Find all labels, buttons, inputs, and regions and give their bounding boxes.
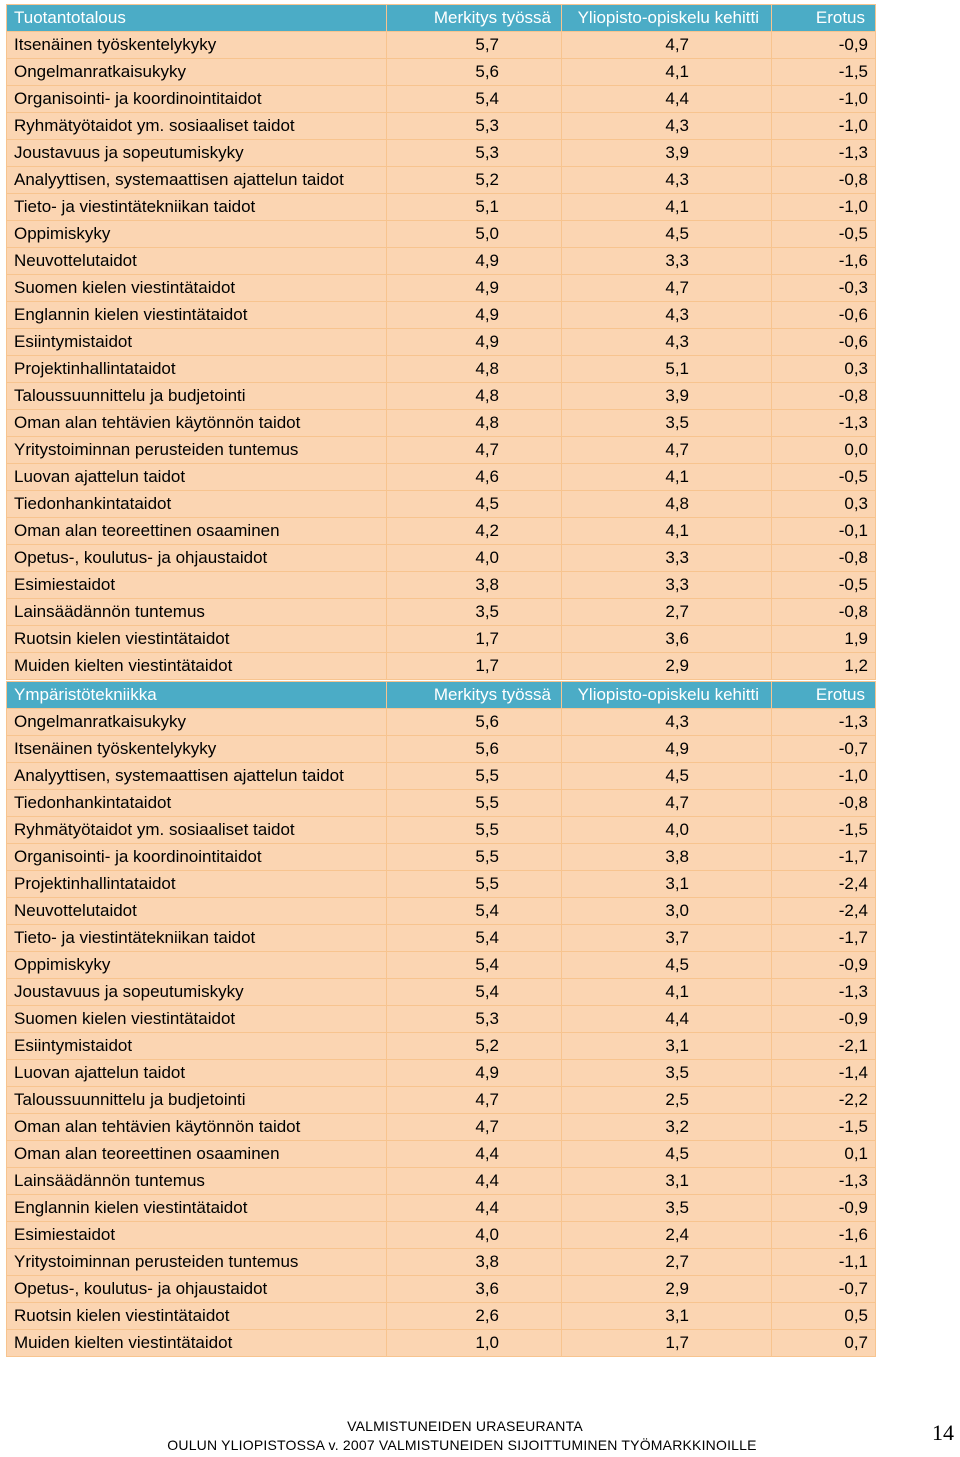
table-row xyxy=(7,356,876,383)
table-row xyxy=(7,1114,876,1141)
footer-title: VALMISTUNEIDEN URASEURANTA xyxy=(347,1418,583,1434)
skill-name-cell: Neuvottelutaidot xyxy=(7,898,387,925)
importance-cell: 5,7 xyxy=(387,32,562,59)
table-row xyxy=(7,1222,876,1249)
skill-name-cell: Esiintymistaidot xyxy=(7,1033,387,1060)
developed-cell: 4,5 xyxy=(562,952,772,979)
table-row xyxy=(7,1060,876,1087)
skill-name-cell: Englannin kielen viestintätaidot xyxy=(7,302,387,329)
skill-name-cell: Esimiestaidot xyxy=(7,1222,387,1249)
developed-cell: 4,4 xyxy=(562,1006,772,1033)
skill-name-cell: Projektinhallintataidot xyxy=(7,356,387,383)
importance-cell: 1,7 xyxy=(387,626,562,653)
skill-name-cell: Taloussuunnittelu ja budjetointi xyxy=(7,383,387,410)
importance-cell: 5,4 xyxy=(387,86,562,113)
difference-cell: -0,9 xyxy=(772,952,876,979)
developed-cell: 3,6 xyxy=(562,626,772,653)
importance-cell: 5,3 xyxy=(387,140,562,167)
skill-name-cell: Esimiestaidot xyxy=(7,572,387,599)
developed-cell: 3,2 xyxy=(562,1114,772,1141)
difference-cell: -2,1 xyxy=(772,1033,876,1060)
column-header-developed: Yliopisto-opiskelu kehitti xyxy=(562,682,772,709)
importance-cell: 5,1 xyxy=(387,194,562,221)
table-row xyxy=(7,545,876,572)
developed-cell: 4,7 xyxy=(562,275,772,302)
skill-name-cell: Tieto- ja viestintätekniikan taidot xyxy=(7,194,387,221)
table-row xyxy=(7,1276,876,1303)
importance-cell: 5,5 xyxy=(387,763,562,790)
difference-cell: -0,8 xyxy=(772,383,876,410)
importance-cell: 1,7 xyxy=(387,653,562,680)
difference-cell: -1,3 xyxy=(772,140,876,167)
skill-name-cell: Opetus-, koulutus- ja ohjaustaidot xyxy=(7,545,387,572)
column-header-difference: Erotus xyxy=(772,682,876,709)
table-row xyxy=(7,194,876,221)
skill-name-cell: Organisointi- ja koordinointitaidot xyxy=(7,86,387,113)
column-header-developed: Yliopisto-opiskelu kehitti xyxy=(562,5,772,32)
skill-name-cell: Ruotsin kielen viestintätaidot xyxy=(7,626,387,653)
column-header-field: Tuotantotalous xyxy=(7,5,387,32)
table-row xyxy=(7,140,876,167)
table-row xyxy=(7,952,876,979)
table-row xyxy=(7,599,876,626)
difference-cell: 0,3 xyxy=(772,356,876,383)
developed-cell: 4,1 xyxy=(562,464,772,491)
importance-cell: 4,4 xyxy=(387,1168,562,1195)
table-row xyxy=(7,248,876,275)
skill-name-cell: Organisointi- ja koordinointitaidot xyxy=(7,844,387,871)
developed-cell: 4,0 xyxy=(562,817,772,844)
developed-cell: 4,5 xyxy=(562,763,772,790)
developed-cell: 3,3 xyxy=(562,572,772,599)
table-row xyxy=(7,1330,876,1357)
developed-cell: 3,8 xyxy=(562,844,772,871)
developed-cell: 3,7 xyxy=(562,925,772,952)
column-header-field: Ympäristötekniikka xyxy=(7,682,387,709)
difference-cell: -0,7 xyxy=(772,1276,876,1303)
difference-cell: -0,5 xyxy=(772,221,876,248)
developed-cell: 3,1 xyxy=(562,1303,772,1330)
importance-cell: 2,6 xyxy=(387,1303,562,1330)
importance-cell: 5,5 xyxy=(387,790,562,817)
developed-cell: 3,9 xyxy=(562,140,772,167)
difference-cell: 0,0 xyxy=(772,437,876,464)
skill-name-cell: Ongelmanratkaisukyky xyxy=(7,59,387,86)
importance-cell: 4,9 xyxy=(387,329,562,356)
developed-cell: 4,1 xyxy=(562,59,772,86)
importance-cell: 3,5 xyxy=(387,599,562,626)
developed-cell: 2,7 xyxy=(562,1249,772,1276)
difference-cell: -1,7 xyxy=(772,925,876,952)
skill-name-cell: Luovan ajattelun taidot xyxy=(7,1060,387,1087)
table-row xyxy=(7,736,876,763)
difference-cell: -0,5 xyxy=(772,572,876,599)
skill-name-cell: Ruotsin kielen viestintätaidot xyxy=(7,1303,387,1330)
difference-cell: -1,5 xyxy=(772,59,876,86)
skill-name-cell: Oppimiskyky xyxy=(7,221,387,248)
importance-cell: 4,8 xyxy=(387,383,562,410)
difference-cell: -0,8 xyxy=(772,545,876,572)
importance-cell: 3,8 xyxy=(387,572,562,599)
difference-cell: -1,3 xyxy=(772,410,876,437)
skill-name-cell: Yritystoiminnan perusteiden tuntemus xyxy=(7,437,387,464)
difference-cell: -2,4 xyxy=(772,898,876,925)
table-row xyxy=(7,437,876,464)
difference-cell: -2,4 xyxy=(772,871,876,898)
skill-name-cell: Lainsäädännön tuntemus xyxy=(7,599,387,626)
table-row xyxy=(7,790,876,817)
importance-cell: 4,7 xyxy=(387,437,562,464)
developed-cell: 3,5 xyxy=(562,410,772,437)
table-row xyxy=(7,763,876,790)
importance-cell: 4,0 xyxy=(387,545,562,572)
difference-cell: -0,6 xyxy=(772,329,876,356)
table-row xyxy=(7,32,876,59)
developed-cell: 1,7 xyxy=(562,1330,772,1357)
skill-name-cell: Ryhmätyötaidot ym. sosiaaliset taidot xyxy=(7,817,387,844)
skill-name-cell: Opetus-, koulutus- ja ohjaustaidot xyxy=(7,1276,387,1303)
developed-cell: 3,3 xyxy=(562,248,772,275)
importance-cell: 3,8 xyxy=(387,1249,562,1276)
developed-cell: 3,5 xyxy=(562,1060,772,1087)
developed-cell: 4,3 xyxy=(562,329,772,356)
table-row xyxy=(7,1195,876,1222)
developed-cell: 4,7 xyxy=(562,437,772,464)
table-row xyxy=(7,709,876,736)
table-row xyxy=(7,1249,876,1276)
developed-cell: 4,1 xyxy=(562,194,772,221)
difference-cell: -0,8 xyxy=(772,790,876,817)
table-row xyxy=(7,221,876,248)
importance-cell: 4,0 xyxy=(387,1222,562,1249)
table-row xyxy=(7,1033,876,1060)
developed-cell: 4,3 xyxy=(562,302,772,329)
importance-cell: 4,8 xyxy=(387,410,562,437)
skill-name-cell: Projektinhallintataidot xyxy=(7,871,387,898)
difference-cell: -1,5 xyxy=(772,1114,876,1141)
difference-cell: -0,9 xyxy=(772,1195,876,1222)
column-header-difference: Erotus xyxy=(772,5,876,32)
developed-cell: 3,1 xyxy=(562,1033,772,1060)
skill-name-cell: Analyyttisen, systemaattisen ajattelun taidot xyxy=(7,763,387,790)
skill-name-cell: Muiden kielten viestintätaidot xyxy=(7,1330,387,1357)
table-row xyxy=(7,329,876,356)
difference-cell: -0,8 xyxy=(772,167,876,194)
skills-table-ymparistotekniikka xyxy=(6,681,876,1357)
developed-cell: 2,9 xyxy=(562,1276,772,1303)
difference-cell: -1,3 xyxy=(772,979,876,1006)
skill-name-cell: Itsenäinen työskentelykyky xyxy=(7,736,387,763)
importance-cell: 5,2 xyxy=(387,167,562,194)
difference-cell: -1,6 xyxy=(772,1222,876,1249)
importance-cell: 5,2 xyxy=(387,1033,562,1060)
table-row xyxy=(7,1141,876,1168)
developed-cell: 4,7 xyxy=(562,32,772,59)
developed-cell: 3,1 xyxy=(562,1168,772,1195)
skill-name-cell: Oman alan tehtävien käytönnön taidot xyxy=(7,1114,387,1141)
importance-cell: 4,7 xyxy=(387,1114,562,1141)
importance-cell: 4,8 xyxy=(387,356,562,383)
table-row xyxy=(7,383,876,410)
importance-cell: 4,2 xyxy=(387,518,562,545)
importance-cell: 4,4 xyxy=(387,1141,562,1168)
importance-cell: 1,0 xyxy=(387,1330,562,1357)
skill-name-cell: Itsenäinen työskentelykyky xyxy=(7,32,387,59)
table-row xyxy=(7,491,876,518)
column-header-importance: Merkitys työssä xyxy=(387,682,562,709)
difference-cell: -1,0 xyxy=(772,113,876,140)
developed-cell: 4,3 xyxy=(562,167,772,194)
skill-name-cell: Oppimiskyky xyxy=(7,952,387,979)
table-row xyxy=(7,464,876,491)
skill-name-cell: Esiintymistaidot xyxy=(7,329,387,356)
developed-cell: 4,7 xyxy=(562,790,772,817)
skill-name-cell: Ryhmätyötaidot ym. sosiaaliset taidot xyxy=(7,113,387,140)
skill-name-cell: Neuvottelutaidot xyxy=(7,248,387,275)
table-row xyxy=(7,844,876,871)
skill-name-cell: Tiedonhankintataidot xyxy=(7,491,387,518)
table-row xyxy=(7,871,876,898)
difference-cell: 0,7 xyxy=(772,1330,876,1357)
table-row xyxy=(7,572,876,599)
skill-name-cell: Englannin kielen viestintätaidot xyxy=(7,1195,387,1222)
table-row xyxy=(7,1006,876,1033)
difference-cell: -1,7 xyxy=(772,844,876,871)
importance-cell: 5,5 xyxy=(387,844,562,871)
difference-cell: -0,8 xyxy=(772,599,876,626)
difference-cell: -2,2 xyxy=(772,1087,876,1114)
importance-cell: 3,6 xyxy=(387,1276,562,1303)
importance-cell: 5,4 xyxy=(387,925,562,952)
table-row xyxy=(7,59,876,86)
importance-cell: 4,5 xyxy=(387,491,562,518)
skill-name-cell: Tiedonhankintataidot xyxy=(7,790,387,817)
table-row xyxy=(7,898,876,925)
table-row xyxy=(7,86,876,113)
difference-cell: -1,0 xyxy=(772,194,876,221)
importance-cell: 5,3 xyxy=(387,1006,562,1033)
importance-cell: 5,5 xyxy=(387,817,562,844)
difference-cell: -1,4 xyxy=(772,1060,876,1087)
skill-name-cell: Tieto- ja viestintätekniikan taidot xyxy=(7,925,387,952)
developed-cell: 2,4 xyxy=(562,1222,772,1249)
table-row xyxy=(7,518,876,545)
skill-name-cell: Suomen kielen viestintätaidot xyxy=(7,275,387,302)
skill-name-cell: Taloussuunnittelu ja budjetointi xyxy=(7,1087,387,1114)
table-row xyxy=(7,653,876,680)
importance-cell: 4,4 xyxy=(387,1195,562,1222)
importance-cell: 5,4 xyxy=(387,898,562,925)
difference-cell: -0,3 xyxy=(772,275,876,302)
developed-cell: 2,5 xyxy=(562,1087,772,1114)
importance-cell: 5,6 xyxy=(387,59,562,86)
difference-cell: -1,3 xyxy=(772,709,876,736)
importance-cell: 5,4 xyxy=(387,979,562,1006)
developed-cell: 3,5 xyxy=(562,1195,772,1222)
importance-cell: 5,0 xyxy=(387,221,562,248)
developed-cell: 4,3 xyxy=(562,113,772,140)
table-row xyxy=(7,1168,876,1195)
table-row xyxy=(7,275,876,302)
difference-cell: -1,0 xyxy=(772,86,876,113)
developed-cell: 3,1 xyxy=(562,871,772,898)
table-row xyxy=(7,979,876,1006)
table-row xyxy=(7,302,876,329)
developed-cell: 4,5 xyxy=(562,1141,772,1168)
table-row xyxy=(7,626,876,653)
table-header-row xyxy=(7,682,876,709)
importance-cell: 5,4 xyxy=(387,952,562,979)
skill-name-cell: Oman alan tehtävien käytönnön taidot xyxy=(7,410,387,437)
difference-cell: -1,5 xyxy=(772,817,876,844)
importance-cell: 4,6 xyxy=(387,464,562,491)
difference-cell: -0,6 xyxy=(772,302,876,329)
difference-cell: -1,6 xyxy=(772,248,876,275)
skill-name-cell: Ongelmanratkaisukyky xyxy=(7,709,387,736)
developed-cell: 4,8 xyxy=(562,491,772,518)
page-number: 14 xyxy=(932,1420,954,1445)
developed-cell: 4,5 xyxy=(562,221,772,248)
importance-cell: 5,6 xyxy=(387,709,562,736)
skill-name-cell: Oman alan teoreettinen osaaminen xyxy=(7,518,387,545)
table-row xyxy=(7,410,876,437)
developed-cell: 3,3 xyxy=(562,545,772,572)
developed-cell: 5,1 xyxy=(562,356,772,383)
developed-cell: 4,3 xyxy=(562,709,772,736)
skill-name-cell: Joustavuus ja sopeutumiskyky xyxy=(7,979,387,1006)
skill-name-cell: Muiden kielten viestintätaidot xyxy=(7,653,387,680)
developed-cell: 2,9 xyxy=(562,653,772,680)
difference-cell: -0,9 xyxy=(772,32,876,59)
developed-cell: 3,0 xyxy=(562,898,772,925)
skill-name-cell: Luovan ajattelun taidot xyxy=(7,464,387,491)
importance-cell: 4,9 xyxy=(387,275,562,302)
developed-cell: 3,9 xyxy=(562,383,772,410)
table-row xyxy=(7,1303,876,1330)
developed-cell: 4,1 xyxy=(562,518,772,545)
skill-name-cell: Yritystoiminnan perusteiden tuntemus xyxy=(7,1249,387,1276)
skill-name-cell: Joustavuus ja sopeutumiskyky xyxy=(7,140,387,167)
developed-cell: 4,9 xyxy=(562,736,772,763)
developed-cell: 4,4 xyxy=(562,86,772,113)
table-row xyxy=(7,167,876,194)
importance-cell: 4,9 xyxy=(387,1060,562,1087)
difference-cell: -0,5 xyxy=(772,464,876,491)
difference-cell: -1,1 xyxy=(772,1249,876,1276)
table-header-row xyxy=(7,5,876,32)
importance-cell: 5,6 xyxy=(387,736,562,763)
difference-cell: -1,0 xyxy=(772,763,876,790)
difference-cell: -0,1 xyxy=(772,518,876,545)
difference-cell: 0,3 xyxy=(772,491,876,518)
skill-name-cell: Analyyttisen, systemaattisen ajattelun taidot xyxy=(7,167,387,194)
table-row xyxy=(7,817,876,844)
difference-cell: 1,2 xyxy=(772,653,876,680)
footer-subtitle: OULUN YLIOPISTOSSA v. 2007 VALMISTUNEIDEN SIJOITTUMINEN TYÖMARKKINOILLE xyxy=(167,1437,757,1453)
skills-table-tuotantotalous xyxy=(6,4,876,680)
column-header-importance: Merkitys työssä xyxy=(387,5,562,32)
difference-cell: 0,1 xyxy=(772,1141,876,1168)
table-row xyxy=(7,925,876,952)
skill-name-cell: Suomen kielen viestintätaidot xyxy=(7,1006,387,1033)
table-row xyxy=(7,113,876,140)
difference-cell: -0,9 xyxy=(772,1006,876,1033)
importance-cell: 4,9 xyxy=(387,248,562,275)
importance-cell: 4,7 xyxy=(387,1087,562,1114)
importance-cell: 5,5 xyxy=(387,871,562,898)
difference-cell: -1,3 xyxy=(772,1168,876,1195)
developed-cell: 4,1 xyxy=(562,979,772,1006)
skill-name-cell: Oman alan teoreettinen osaaminen xyxy=(7,1141,387,1168)
skill-name-cell: Lainsäädännön tuntemus xyxy=(7,1168,387,1195)
importance-cell: 4,9 xyxy=(387,302,562,329)
table-row xyxy=(7,1087,876,1114)
difference-cell: -0,7 xyxy=(772,736,876,763)
difference-cell: 0,5 xyxy=(772,1303,876,1330)
developed-cell: 2,7 xyxy=(562,599,772,626)
importance-cell: 5,3 xyxy=(387,113,562,140)
difference-cell: 1,9 xyxy=(772,626,876,653)
